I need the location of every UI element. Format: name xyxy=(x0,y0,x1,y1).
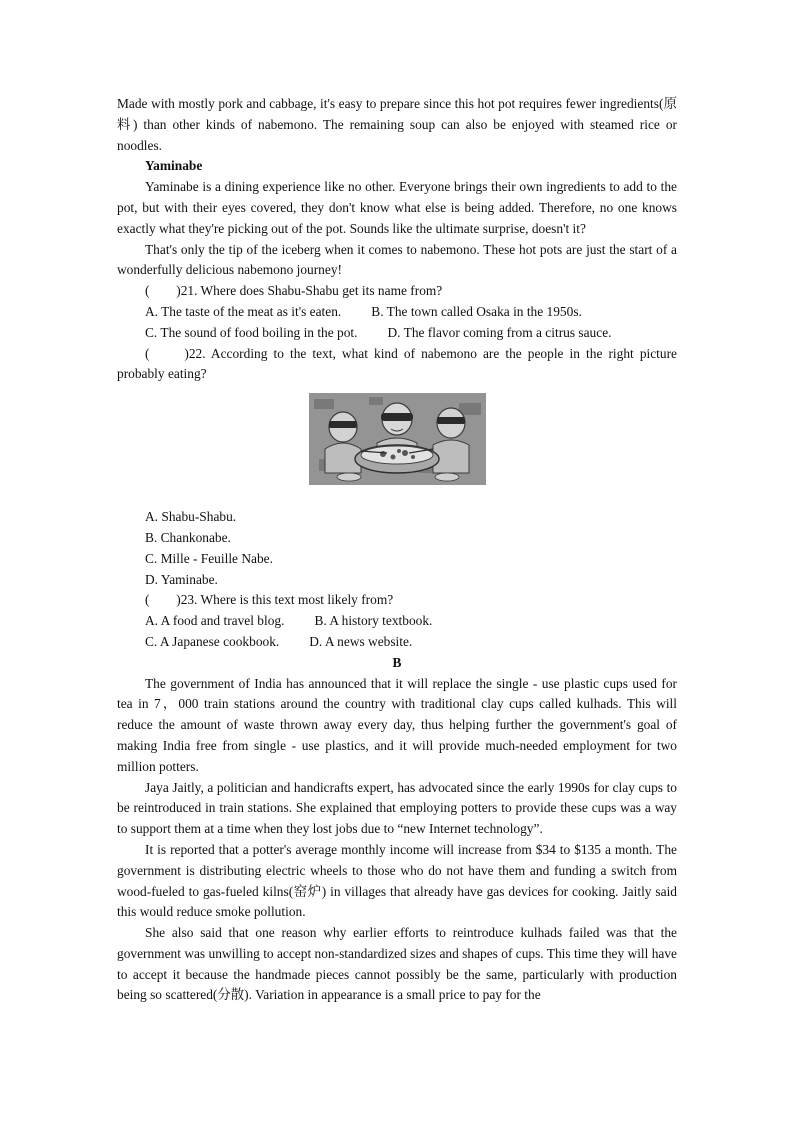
question-23-stem: ( )23. Where is this text most likely from? xyxy=(145,592,394,608)
document-page xyxy=(117,94,677,1006)
passage-b-paragraph-3: It is reported that a potter's average monthly income will increase from $34 to $135 a month. The government is distributing electric wheels to those who do not have them and funding a switch from wood-fueled to gas-fueled kilns(窑炉) in villages that already have gas devices for cooking. Jaitly said this would reduce smoke pollution. xyxy=(117,841,677,920)
question-21-option-c: C. The sound of food boiling in the pot. xyxy=(145,324,358,340)
passage-b-paragraph-2: Jaya Jaitly, a politician and handicrafts expert, has advocated since the early 1990s for clay cups to be reintroduced in train stations. She explained that employing potters to provide these cups was a way to support them at a time when they lost jobs due to “new Internet technology”. xyxy=(117,779,677,837)
passage-b-paragraph-1: The government of India has announced that it will replace the single - use plastic cups used for tea in 7，000 train stations around the country with traditional clay cups called kulhads. This will reduce the amount of waste thrown away every day, thus helping further the government's goal of making India free from single - use plastics, and it will provide much-needed employment for two million potters. xyxy=(117,675,677,774)
yaminabe-heading: Yaminabe xyxy=(145,158,203,174)
question-22-option-b: B. Chankonabe. xyxy=(145,529,231,545)
question-22-option-d: D. Yaminabe. xyxy=(145,571,218,587)
question-21-options-row-1 xyxy=(117,302,677,323)
question-23-option-b: B. A history textbook. xyxy=(314,613,433,629)
question-21-stem: ( )21. Where does Shabu-Shabu get its name from? xyxy=(145,283,443,299)
question-23-options-row-2 xyxy=(117,632,677,653)
question-22-stem: ( )22. According to the text, what kind of nabemono are the people in the right picture probably eating? xyxy=(117,345,677,382)
passage-a-paragraph-2: Yaminabe is a dining experience like no other. Everyone brings their own ingredients to add to the pot, but with their eyes covered, they don't know what else is being added. Therefore, no one knows exactly what they're picking out of the pot. Sounds like the ultimate surprise, doesn't it? xyxy=(117,179,677,236)
question-22-option-a: A. Shabu-Shabu. xyxy=(145,509,237,525)
question-22-option-c: C. Mille - Feuille Nabe. xyxy=(145,550,273,566)
passage-b-paragraph-4: She also said that one reason why earlier efforts to reintroduce kulhads failed was that the government was unwilling to accept non-standardized sizes and shapes of cups. This time they will have to accept it because the handmade pieces cannot possibly be the same, particularly with production being so scattered(分散). Variation in appearance is a small price to pay for the xyxy=(117,925,677,1003)
question-23-options-row-1 xyxy=(117,611,677,632)
question-21-option-a: A. The taste of the meat as it's eaten. xyxy=(145,303,342,319)
question-21-option-d: D. The flavor coming from a citrus sauce. xyxy=(387,324,612,340)
question-21-options-row-2 xyxy=(117,323,677,344)
passage-b-title: B xyxy=(392,654,402,670)
question-23-option-a: A. A food and travel blog. xyxy=(145,613,285,629)
passage-a-paragraph-3: That's only the tip of the iceberg when it comes to nabemono. These hot pots are just the start of a wonderfully delicious nabemono journey! xyxy=(117,241,677,278)
blindfolded-diners-illustration xyxy=(309,393,486,485)
passage-a-paragraph-1: Made with mostly pork and cabbage, it's easy to prepare since this hot pot requires fewer ingredients(原料) than other kinds of nabemono. The remaining soup can also be enjoyed with steamed rice or noodles. xyxy=(117,96,677,153)
question-21-option-b: B. The town called Osaka in the 1950s. xyxy=(371,303,582,319)
question-23-option-d: D. A news website. xyxy=(309,633,413,649)
yaminabe-picture xyxy=(309,393,486,485)
question-23-option-c: C. A Japanese cookbook. xyxy=(145,633,280,649)
